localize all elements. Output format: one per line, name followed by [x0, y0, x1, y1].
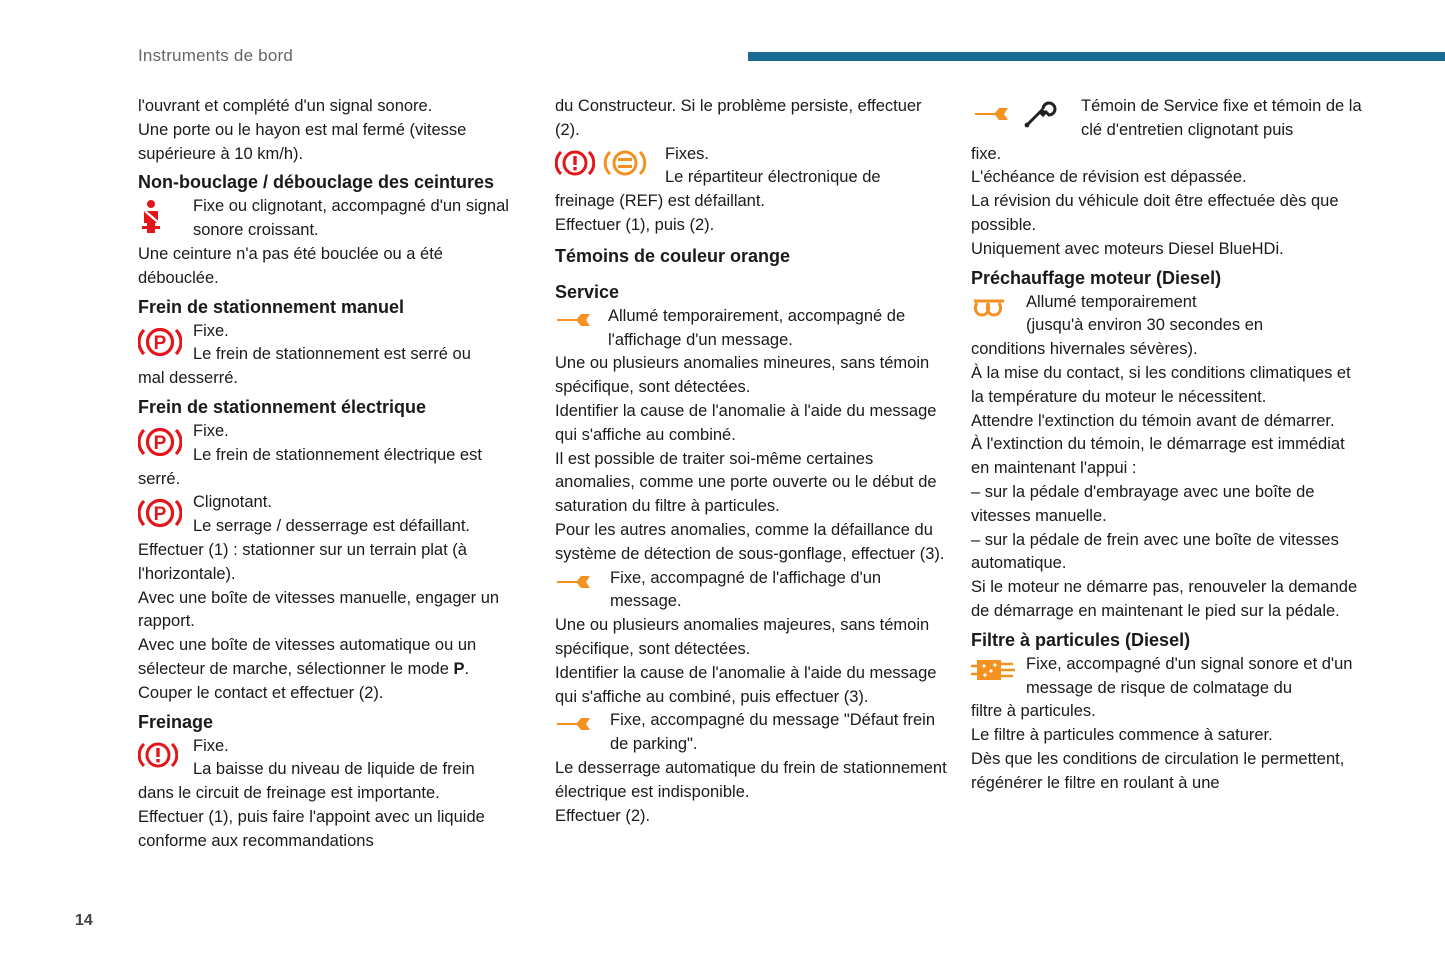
service-row1-text: Allumé temporairement, accompagné de l'affichage d'un message. — [608, 306, 906, 349]
seatbelt-icon — [138, 199, 168, 235]
service-spanner-icon — [555, 309, 593, 331]
electric-brake-after — [138, 539, 528, 682]
service-wrench-after: fixe. L'échéance de révision est dépassée. La révision du véhicule doit être effectuée dès que possible. Uniquement avec moteurs Diesel BlueHDi. — [971, 144, 1339, 258]
parking-brake-icon — [138, 324, 182, 360]
electric-brake-row2-text: Clignotant. Le serrage / desserrage est défaillant. — [193, 493, 470, 536]
column-2 — [555, 95, 950, 828]
svg-text:P: P — [153, 332, 167, 354]
svg-text:P: P — [153, 504, 167, 526]
electric-brake-row-fixed — [138, 420, 528, 468]
header-accent-bar — [748, 52, 1445, 61]
service-spanner-icon — [555, 713, 593, 735]
glow-plug-icon — [971, 295, 1007, 321]
service-spanner-icon — [971, 102, 1013, 126]
service-row1-after: Une ou plusieurs anomalies mineures, sans témoin spécifique, sont détectées. Identifier la cause de l'anomalie à l'aide du message qui s'affiche au combiné. Il est possible de traiter soi-même certaines anomalies, comme une porte ouverte ou le début de saturation du filtre à particules. Pour les autres anomalies, comme la défaillance du système de détection de sous-gonflage, effectuer (3). — [555, 354, 945, 563]
manual-brake-row — [138, 320, 528, 368]
wrench-icon — [1021, 99, 1057, 129]
sentence-dot: . — [464, 659, 470, 678]
service-spanner-icon — [555, 571, 593, 593]
ref-row — [555, 143, 950, 191]
heading-dpf: Filtre à particules (Diesel) — [971, 629, 1191, 650]
electric-brake-last: Couper le contact et effectuer (2). — [138, 683, 384, 702]
abs-warning-icon — [603, 147, 647, 179]
service-wrench-row-text: Témoin de Service fixe et témoin de la clé d'entretien clignotant puis — [1081, 97, 1362, 139]
parking-brake-icon — [138, 495, 182, 531]
heading-electric-brake: Frein de stationnement électrique — [138, 396, 427, 417]
heading-seatbelt: Non-bouclage / débouclage des ceintures — [138, 172, 495, 193]
parking-brake-icon — [138, 424, 182, 460]
seatbelt-after: Une ceinture n'a pas été bouclée ou a été débouclée. — [138, 244, 443, 287]
manual-brake-row-text: Fixe. Le frein de stationnement est serré ou — [193, 321, 471, 364]
manual-brake-after: mal desserré. — [138, 369, 238, 388]
column-3 — [971, 95, 1366, 796]
braking-row — [138, 735, 528, 783]
service-row-3 — [555, 709, 950, 757]
seatbelt-row — [138, 195, 528, 243]
column-1 — [138, 95, 528, 854]
electric-brake-row1-after: serré. — [138, 469, 181, 488]
braking-row-text: Fixe. La baisse du niveau de liquide de frein — [193, 736, 475, 779]
intro-text: l'ouvrant et complété d'un signal sonore. Une porte ou le hayon est mal fermé (vitesse supérieure à 10 km/h). — [138, 97, 467, 163]
braking-after: dans le circuit de freinage est importante. Effectuer (1), puis faire l'appoint avec un liquide conforme aux recommandations — [138, 784, 485, 850]
service-row-1 — [555, 305, 950, 353]
heading-braking: Freinage — [138, 711, 214, 732]
mode-letter: P — [453, 659, 465, 678]
dpf-row-text: Fixe, accompagné d'un signal sonore et d'un message de risque de colmatage du — [1026, 654, 1353, 697]
electric-brake-row1-text: Fixe. Le frein de stationnement électrique est — [193, 421, 482, 464]
service-row2-after: Une ou plusieurs anomalies majeures, sans témoin spécifique, sont détectées. Identifier la cause de l'anomalie à l'aide du message qui s'affiche au combiné, puis effectuer (3). — [555, 616, 937, 706]
brake-warning-icon — [138, 739, 178, 771]
particle-filter-icon — [971, 657, 1017, 683]
electric-brake-after-text: Effectuer (1) : stationner sur un terrain plat (à l'horizontale). Avec une boîte de vitesses manuelle, engager un rapport. Avec une boîte de vitesses automatique ou un sélecteur de marche, sélectionner le mode — [138, 540, 500, 678]
seatbelt-row-text: Fixe ou clignotant, accompagné d'un signal sonore croissant. — [193, 197, 509, 240]
preheat-after: conditions hivernales sévères). À la mise du contact, si les conditions climatiques et la température du moteur le nécessitent. Attendre l'extinction du témoin avant de démarrer. À l'extinction du témoin, le démarrage est immédiat en maintenant l'appui : – sur la pédale d'embrayage avec une boîte de vitesses manuelle. – sur la pédale de frein avec une boîte de vitesses automatique. Si le moteur ne démarre pas, renouveler la demande de démarrage en maintenant le pied sur la pédale. — [971, 340, 1358, 620]
service-row3-text: Fixe, accompagné du message "Défaut frein de parking". — [610, 711, 936, 754]
dpf-row — [971, 653, 1366, 701]
service-row3-after: Le desserrage automatique du frein de stationnement électrique est indisponible. Effectuer (2). — [555, 758, 947, 825]
preheat-row — [971, 291, 1366, 339]
brake-warning-icon — [555, 147, 595, 179]
preheat-row-text: Allumé temporairement (jusqu'à environ 30 secondes en — [1026, 292, 1264, 335]
service-row2-text: Fixe, accompagné de l'affichage d'un message. — [610, 568, 882, 611]
running-header: Instruments de bord — [138, 46, 293, 65]
service-row-2 — [555, 567, 950, 615]
dpf-after: filtre à particules. Le filtre à particules commence à saturer. Dès que les conditions de circulation le permettent, régénérer le filtre en roulant à une — [971, 702, 1345, 792]
svg-text:P: P — [153, 432, 167, 454]
ref-row-text: Fixes. Le répartiteur électronique de — [665, 144, 881, 187]
page-number: 14 — [75, 912, 93, 929]
heading-preheat: Préchauffage moteur (Diesel) — [971, 267, 1222, 288]
heading-manual-brake: Frein de stationnement manuel — [138, 296, 405, 317]
col2-intro: du Constructeur. Si le problème persiste, effectuer (2). — [555, 97, 922, 139]
ref-after: freinage (REF) est défaillant. Effectuer (1), puis (2). — [555, 192, 766, 234]
electric-brake-row-flashing — [138, 491, 528, 539]
heading-orange-lamps: Témoins de couleur orange — [555, 245, 791, 266]
service-wrench-row — [971, 95, 1366, 143]
heading-service: Service — [555, 281, 620, 302]
